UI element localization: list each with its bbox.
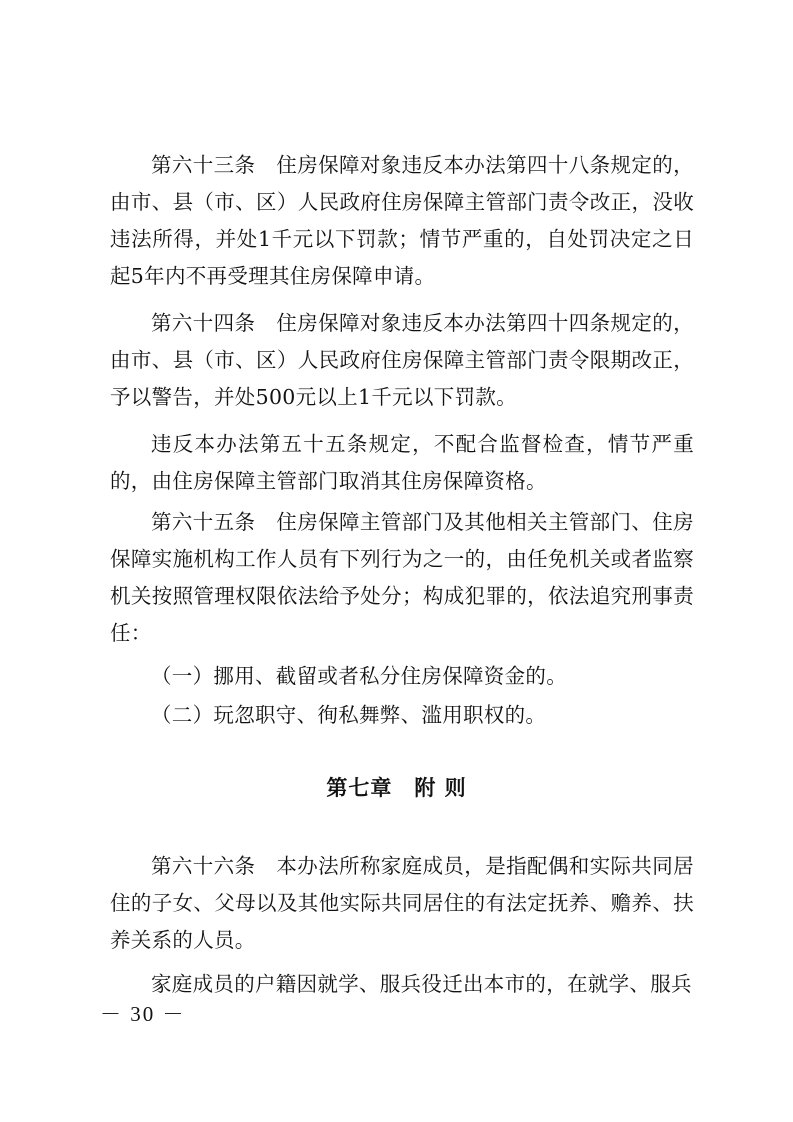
page-number: － 30 － xyxy=(100,1002,186,1026)
article-64-paragraph: 第六十四条 住房保障对象违反本办法第四十四条规定的，由市、县（市、区）人民政府住房保障主管部门责令限期改正，予以警告，并处500元以上1千元以下罚款。 xyxy=(110,311,694,409)
article-65-paragraph: 第六十五条 住房保障主管部门及其他相关主管部门、住房保障实施机构工作人员有下列行为之一的，由任免机关或者监察机关按照管理权限依法给予处分；构成犯罪的，依法追究刑事责任： xyxy=(110,510,694,645)
article-65-item-1: （一）挪用、截留或者私分住房保障资金的。 xyxy=(151,664,567,688)
article-66-paragraph: 第六十六条 本办法所称家庭成员，是指配偶和实际共同居住的子女、父母以及其他实际共同居住的有法定抚养、赡养、扶养关系的人员。 xyxy=(110,854,694,952)
article-63-paragraph: 第六十三条 住房保障对象违反本办法第四十八条规定的，由市、县（市、区）人民政府住房保障主管部门责令改正，没收违法所得，并处1千元以下罚款；情节严重的，自处罚决定之日起5年内不再受理其住房保障申请。 xyxy=(110,153,694,288)
article-66-second-paragraph: 家庭成员的户籍因就学、服兵役迁出本市的，在就学、服兵 xyxy=(151,972,692,996)
article-65-item-2: （二）玩忽职守、徇私舞弊、滥用职权的。 xyxy=(151,703,547,727)
article-64-second-paragraph: 违反本办法第五十五条规定，不配合监督检查，情节严重的，由住房保障主管部门取消其住房保障资格。 xyxy=(110,432,694,493)
chapter-heading: 第七章 附 则 xyxy=(326,776,467,800)
